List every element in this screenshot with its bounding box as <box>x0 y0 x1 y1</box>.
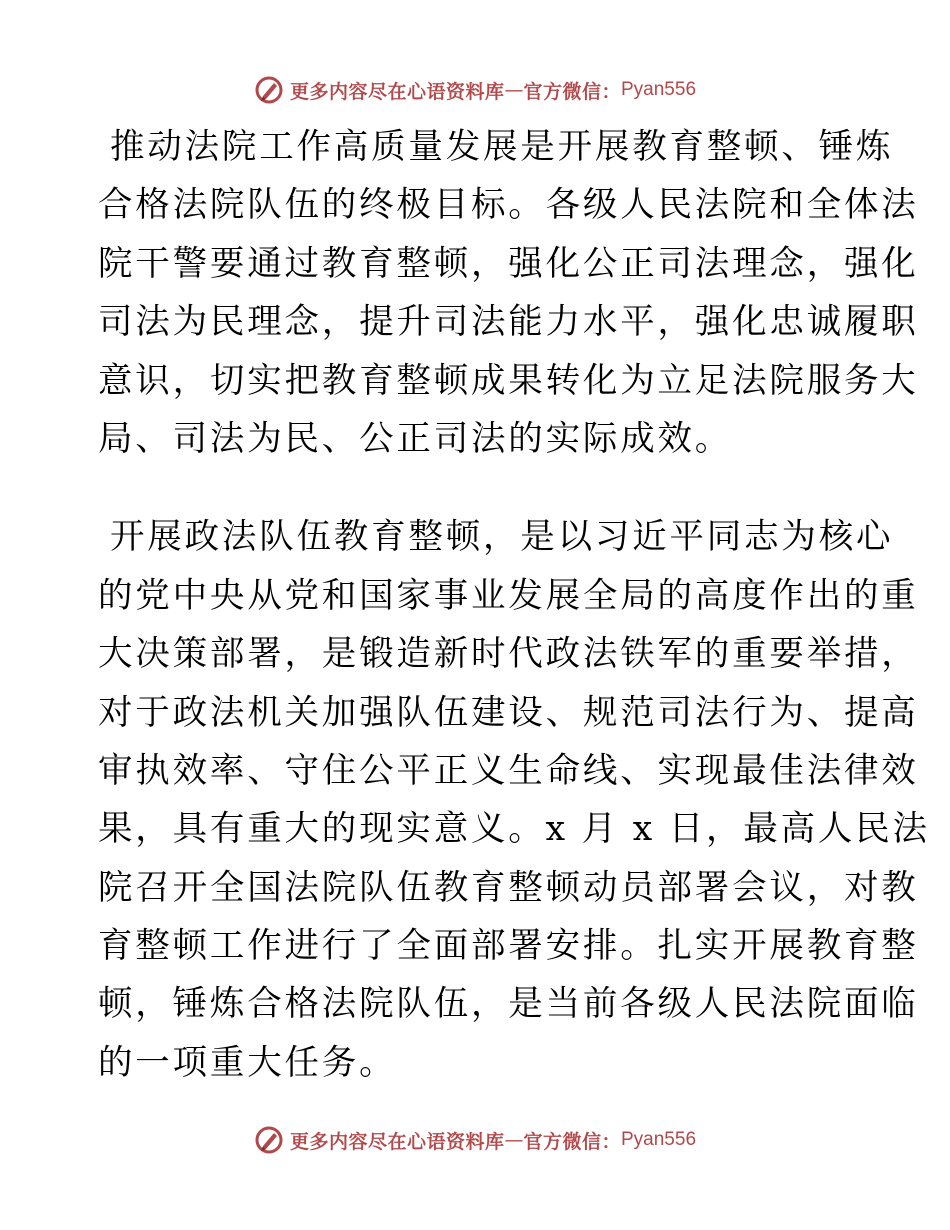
paragraph-gap <box>98 468 858 508</box>
banner-text: 更多内容尽在心语资料库 <box>289 1130 505 1153</box>
banner-wechat-label: 官方微信： <box>523 1130 621 1153</box>
pen-logo-icon <box>254 1125 284 1155</box>
text-line: 合格法院队伍的终极目标。各级人民法院和全体法 <box>98 185 919 226</box>
text-line: 意识，切实把教育整顿成果转化为立足法院服务大 <box>98 360 919 401</box>
text-line: 的一项重大任务。 <box>98 1042 397 1083</box>
text-line: 对于政法机关加强队伍建设、规范司法行为、提高 <box>98 692 919 733</box>
pen-logo-icon <box>254 75 284 105</box>
paragraph-1 <box>98 118 919 468</box>
text-line: 院干警要通过教育整顿，强化公正司法理念，强化 <box>98 243 919 284</box>
document-body <box>98 118 930 1092</box>
banner-wechat-id: Pyan556 <box>621 1129 697 1150</box>
banner-text: 更多内容尽在心语资料库 <box>289 80 505 103</box>
text-line: 育整顿工作进行了全面部署安排。扎实开展教育整 <box>98 926 919 967</box>
banner-separator: — <box>504 1129 524 1151</box>
header-banner <box>0 70 950 110</box>
text-line: 院召开全国法院队伍教育整顿动员部署会议，对教 <box>98 867 919 908</box>
text-line: 局、司法为民、公正司法的实际成效。 <box>98 418 733 459</box>
banner-separator: — <box>504 79 524 101</box>
text-line: 司法为民理念，提升司法能力水平，强化忠诚履职 <box>98 302 919 343</box>
text-line: 大决策部署，是锻造新时代政法铁军的重要举措， <box>98 634 919 675</box>
text-line: 推动法院工作高质量发展是开展教育整顿、锤炼 <box>110 127 894 167</box>
text-line: 顿，锤炼合格法院队伍，是当前各级人民法院面临 <box>98 984 919 1025</box>
footer-banner <box>0 1120 950 1160</box>
text-line: 的党中央从党和国家事业发展全局的高度作出的重 <box>98 575 919 616</box>
paragraph-2 <box>98 508 930 1092</box>
banner-wechat-id: Pyan556 <box>621 79 697 100</box>
text-line: 开展政法队伍教育整顿，是以习近平同志为核心 <box>110 517 894 558</box>
text-line: 果，具有重大的现实意义。x 月 x 日，最高人民法 <box>98 809 930 850</box>
banner-wechat-label: 官方微信： <box>523 80 621 103</box>
text-line: 审执效率、守住公平正义生命线、实现最佳法律效 <box>98 750 919 791</box>
